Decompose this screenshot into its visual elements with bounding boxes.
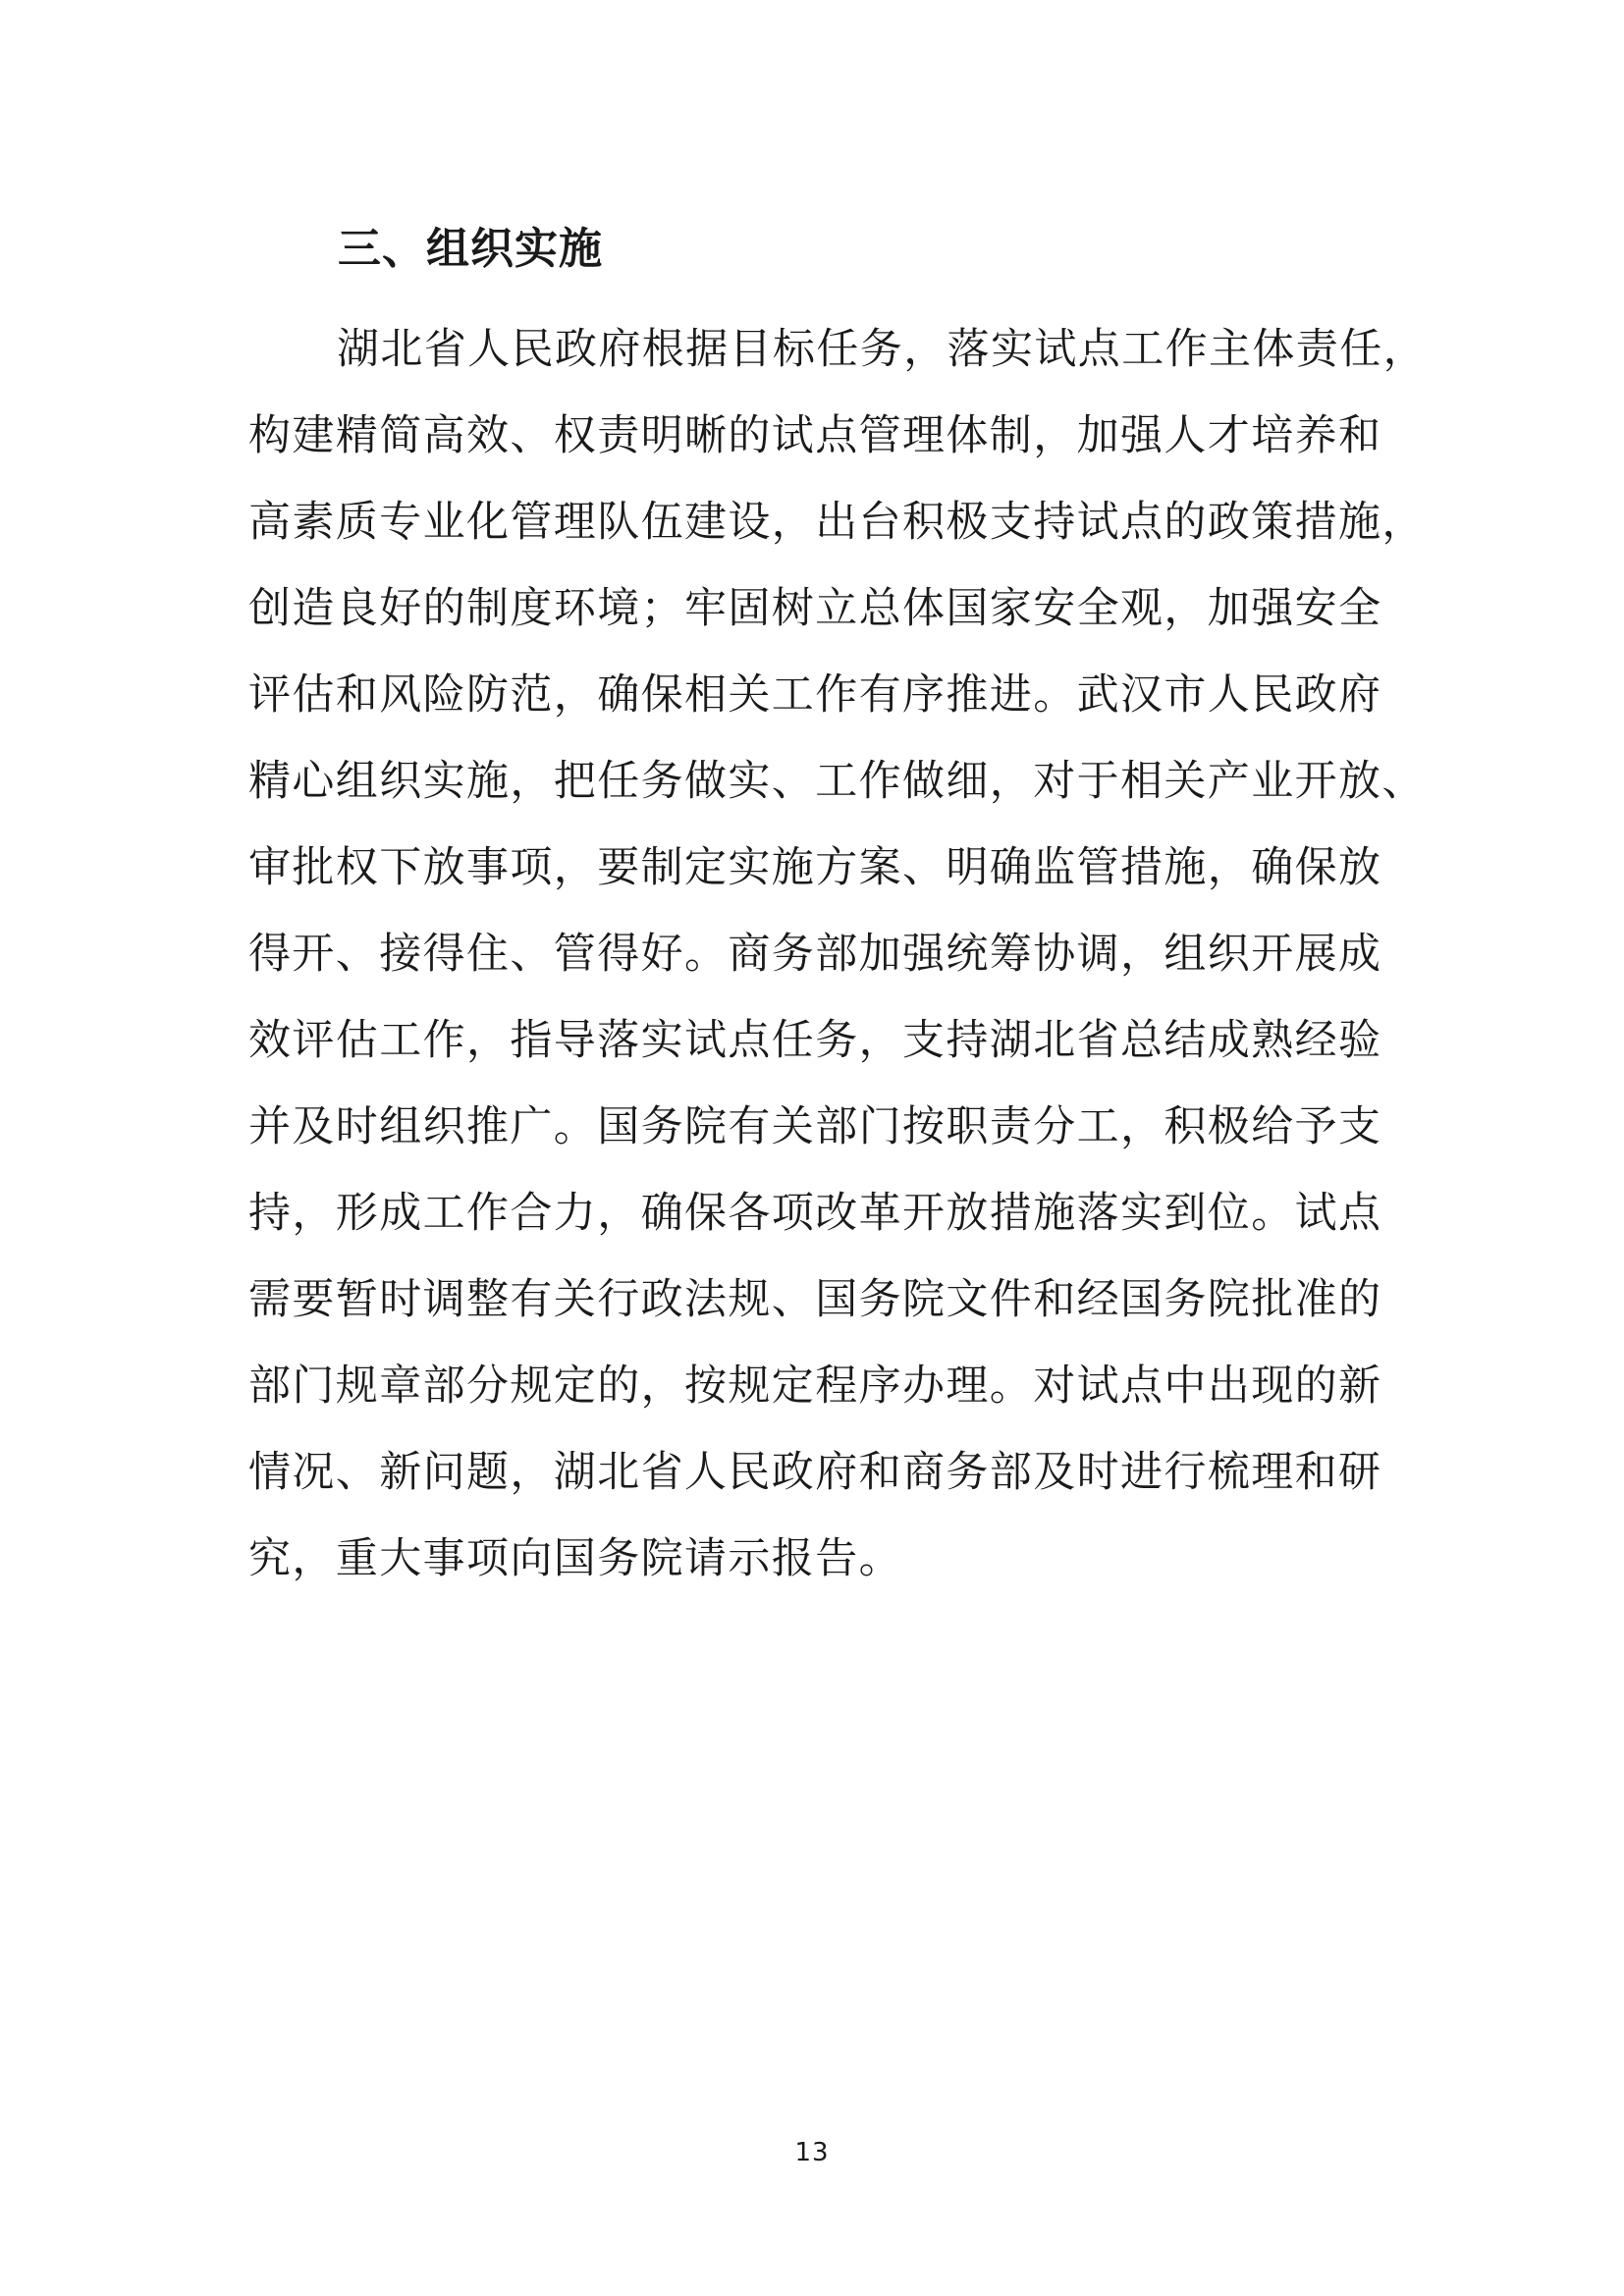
paragraph-line: 构建精简高效、权责明晰的试点管理体制，加强人才培养和: [248, 411, 1382, 460]
section-heading: 三、组织实施: [338, 224, 603, 274]
paragraph-line: 需要暂时调整有关行政法规、国务院文件和经国务院批准的: [248, 1275, 1382, 1324]
paragraph-line: 究，重大事项向国务院请示报告。: [248, 1534, 902, 1583]
paragraph-line: 持，形成工作合力，确保各项改革开放措施落实到位。试点: [248, 1189, 1382, 1238]
page-number: 13: [794, 2138, 830, 2167]
paragraph-line: 创造良好的制度环境；牢固树立总体国家安全观，加强安全: [248, 584, 1382, 633]
paragraph-line: 审批权下放事项，要制定实施方案、明确监管措施，确保放: [248, 843, 1382, 892]
paragraph-line: 湖北省人民政府根据目标任务，落实试点工作主体责任，: [337, 325, 1427, 374]
body-paragraph: [248, 306, 1427, 1602]
paragraph-line: 评估和风险防范，确保相关工作有序推进。武汉市人民政府: [248, 670, 1382, 720]
paragraph-line: 得开、接得住、管得好。商务部加强统筹协调，组织开展成: [248, 930, 1382, 979]
paragraph-line: 高素质专业化管理队伍建设，出台积极支持试点的政策措施，: [248, 498, 1426, 547]
paragraph-line: 精心组织实施，把任务做实、工作做细，对于相关产业开放、: [248, 757, 1426, 806]
paragraph-line: 并及时组织推广。国务院有关部门按职责分工，积极给予支: [248, 1102, 1382, 1151]
paragraph-line: 效评估工作，指导落实试点任务，支持湖北省总结成熟经验: [248, 1016, 1382, 1065]
paragraph-line: 情况、新问题，湖北省人民政府和商务部及时进行梳理和研: [248, 1448, 1382, 1497]
paragraph-line: 部门规章部分规定的，按规定程序办理。对试点中出现的新: [248, 1362, 1382, 1411]
